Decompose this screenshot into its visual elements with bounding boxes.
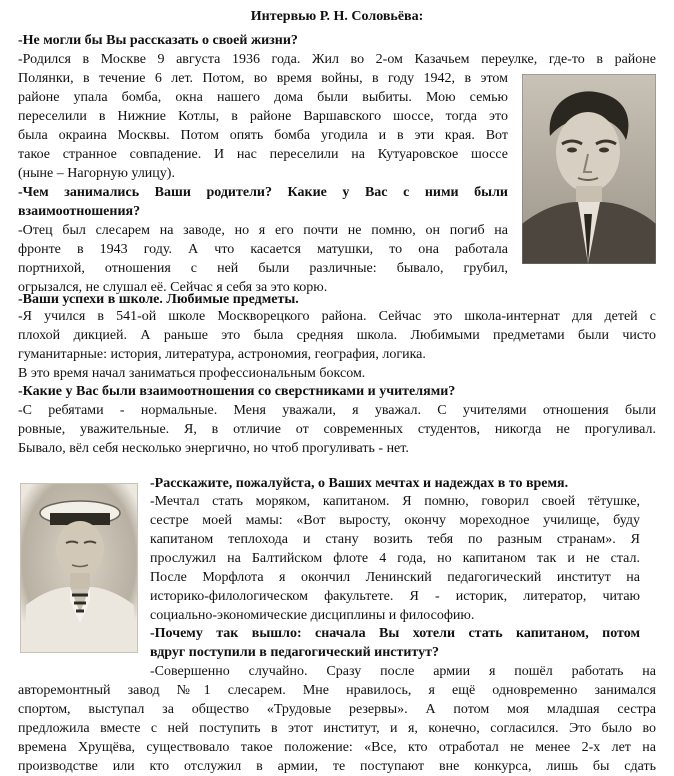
question-life: -Не могли бы Вы рассказать о своей жизни? (18, 33, 298, 48)
text-line: переселили в Нижние Котлы, в районе Варшавского шоссе, тогда это (18, 109, 508, 124)
text-line: (ныне – Нагорную улицу). (18, 166, 175, 181)
answer-peers (18, 401, 656, 458)
text-line: После Морфлота я окончил Ленинский педагогический институт на (150, 570, 640, 585)
text-line: предложила вместе с ней поступить в этот институт, и я, конечно, согласился. Это было во (18, 721, 656, 736)
question-why-institute (150, 624, 640, 662)
question-school: -Ваши успехи в школе. Любимые предметы. (18, 292, 299, 307)
text-line: -Отец был слесарем на заводе, но я его почти не помню, он погиб на (18, 223, 508, 238)
text-line: -Родился в Москве 9 августа 1936 года. Жил во 2-ом Казачьем переулке, где-то в районе (18, 52, 656, 67)
answer-school (18, 307, 656, 383)
text-line: прослужил на Балтийском флоте 4 года, но капитаном так и не стал. (150, 551, 640, 566)
text-line: -С ребятами - нормальные. Меня уважали, я уважал. С учителями отношения были (18, 403, 656, 418)
text-line: фронте в 1943 году. А что касается матушки, то она работала (18, 242, 508, 257)
text-line: социально-экономические дисциплины и философию. (150, 608, 475, 623)
portrait-photo-civilian (522, 74, 656, 264)
text-line: производстве или кто отслужил в армии, те поступают вне конкурса, лишь бы сдать (18, 759, 656, 774)
text-line: районе упала бомба, окна нашего дома были выбиты. Мою семью (18, 90, 508, 105)
answer-why-institute (18, 662, 656, 776)
question-dreams: -Расскажите, пожалуйста, о Ваших мечтах и надеждах в то время. (150, 476, 569, 491)
text-line: -Мечтал стать моряком, капитаном. Я помню, говорил своей тётушке, (150, 494, 640, 509)
text-line: спортом, выступал за общество «Трудовые резервы». А потом моя младшая сестра (18, 702, 656, 717)
portrait-photo-sailor (20, 483, 138, 653)
text-line: была окраина Москвы. Потом опять бомба угодила и в эти края. Вот (18, 128, 508, 143)
text-line: огрызался, не слушал её. Сейчас я себя за это корю. (18, 280, 328, 295)
page-title: Интервью Р. Н. Соловьёва: (250, 9, 424, 24)
text-line: гуманитарные: история, литература, астрономия, география, логика. (18, 347, 426, 362)
text-line: плохой дикцией. А раньше это была средняя школа. Любимыми предметами были чисто (18, 328, 656, 343)
text-line: В это время начал заниматься профессиональным боксом. (18, 366, 366, 381)
text-line: вдруг поступили в педагогический институт? (150, 645, 440, 660)
text-line: Полянки, в течение 6 лет. Потом, во время войны, в году 1942, в этом (18, 71, 508, 86)
text-line: ровные, уважительные. Я, в отличие от современных студентов, никогда не прогуливал. (18, 422, 656, 437)
text-line: -Совершенно случайно. Сразу после армии я пошёл работать на (150, 664, 656, 679)
text-line: сестре моей мамы: «Вот выросту, окончу мореходное училище, буду (150, 513, 640, 528)
question-peers: -Какие у Вас были взаимоотношения со сверстниками и учителями? (18, 384, 456, 399)
text-line: -Чем занимались Ваши родители? Какие у Вас с ними были (18, 185, 508, 200)
text-line: Бывало, вёл себя несколько энергично, но чтоб прогуливать - нет. (18, 441, 409, 456)
text-line: -Почему так вышло: сначала Вы хотели стать капитаном, потом (150, 626, 640, 641)
answer-parents (18, 221, 508, 297)
text-line: портнихой, отношения с ней были различные: бывало, грубил, (18, 261, 508, 276)
text-line: историко-филологическом факультете. Я - историк, литератор, читаю (150, 589, 640, 604)
text-line: времена Хрущёва, существовало такое положение: «Все, кто отработал не менее 2-х лет на (18, 740, 656, 755)
text-line: взаимоотношения? (18, 204, 141, 219)
text-line: -Я учился в 541-ой школе Москворецкого района. Сейчас это школа-интернат для детей с (18, 309, 656, 324)
text-line: капитаном теплохода и стану возить тебя по разным странам». Я (150, 532, 640, 547)
text-line: такое странное совпадение. И нас переселили на Кутуаровское шоссе (18, 147, 508, 162)
text-line: авторемонтный завод №1 слесарем. Мне нравилось, я ещё одновременно занимался (18, 683, 656, 698)
answer-dreams (150, 492, 640, 625)
question-parents (18, 183, 508, 221)
